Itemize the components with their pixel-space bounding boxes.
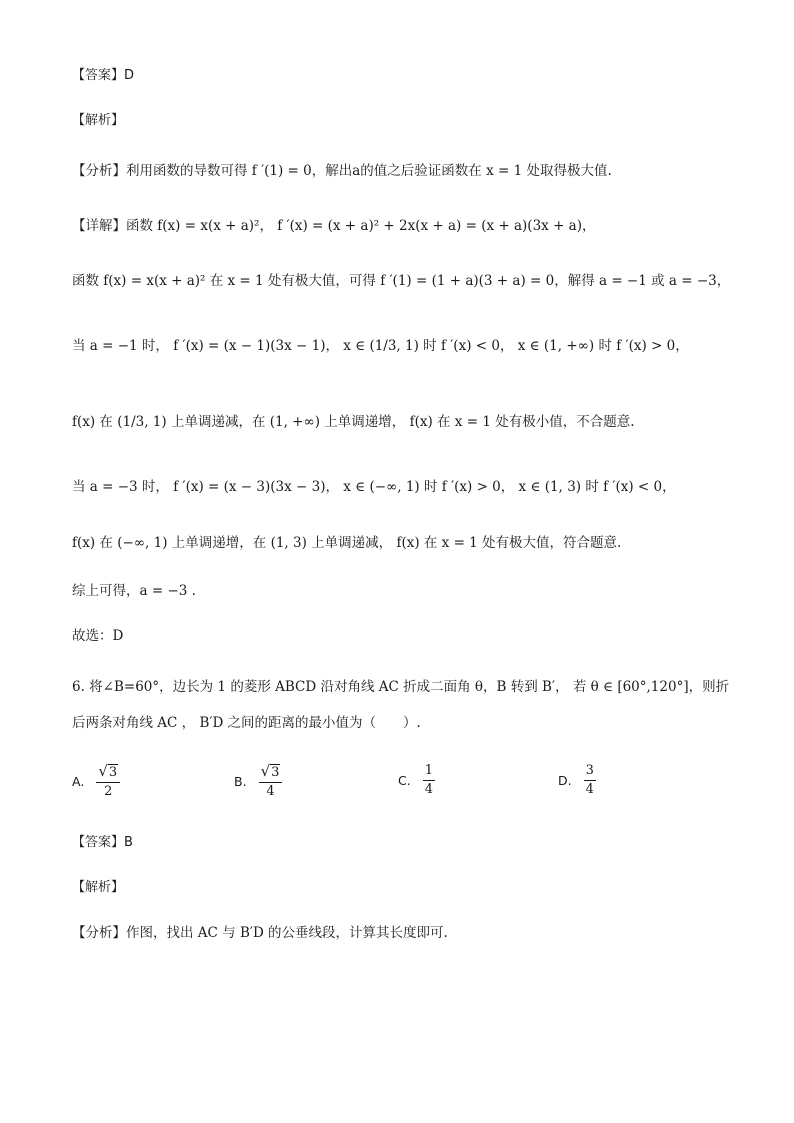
option-d[interactable] bbox=[558, 762, 596, 799]
detail-line-4: f(x) 在 (1/3, 1) 上单调递减，在 (1, +∞) 上单调递增， f(x) 在 x = 1 处有极小值，不合题意. bbox=[72, 414, 635, 430]
option-d-denominator: 4 bbox=[585, 782, 594, 797]
detail-line-5: 当 a = −3 时， f ′(x) = (x − 3)(3x − 3)， x ∈ (−∞, 1) 时 f ′(x) > 0， x ∈ (1, 3) 时 f ′(x) < 0， bbox=[72, 479, 676, 495]
sqrt-icon: √ bbox=[98, 762, 108, 780]
detail-line-2: 函数 f(x) = x(x + a)² 在 x = 1 处有极大值，可得 f ′(1) = (1 + a)(3 + a) = 0，解得 a = −1 或 a = −3， bbox=[72, 273, 731, 289]
sqrt-icon: √ bbox=[260, 762, 271, 780]
detail-line-1: 【详解】函数 f(x) = x(x + a)²， f ′(x) = (x + a)² + 2x(x + a) = (x + a)(3x + a)， bbox=[72, 218, 596, 234]
options-row bbox=[72, 762, 744, 806]
option-c-denominator: 4 bbox=[424, 782, 433, 797]
option-d-fraction bbox=[584, 762, 596, 799]
option-c-numerator: 1 bbox=[423, 762, 435, 781]
option-b-radicand: 3 bbox=[271, 765, 280, 780]
analysis-heading-6: 【解析】 bbox=[72, 880, 125, 895]
option-d-numerator: 3 bbox=[584, 762, 596, 781]
analysis-heading-5: 【解析】 bbox=[72, 113, 125, 128]
option-b-fraction bbox=[259, 762, 283, 801]
option-b[interactable] bbox=[234, 762, 282, 801]
option-a-fraction bbox=[96, 762, 120, 801]
option-d-letter: D. bbox=[558, 773, 572, 788]
answer-line-5: 【答案】D bbox=[72, 68, 135, 83]
option-a-letter: A. bbox=[72, 774, 85, 789]
option-c-letter: C. bbox=[398, 773, 411, 788]
detail-line-3: 当 a = −1 时， f ′(x) = (x − 1)(3x − 1)， x ∈ (1/3, 1) 时 f ′(x) < 0， x ∈ (1, +∞) 时 f ′(x) > 0， bbox=[72, 338, 689, 354]
option-c-fraction bbox=[423, 762, 435, 799]
option-a-radicand: 3 bbox=[108, 765, 118, 780]
option-b-denominator: 4 bbox=[266, 784, 275, 799]
option-c[interactable] bbox=[398, 762, 435, 799]
detail-line-6: f(x) 在 (−∞, 1) 上单调递增，在 (1, 3) 上单调递减， f(x) 在 x = 1 处有极大值，符合题意. bbox=[72, 535, 622, 551]
choice-line-5: 故选：D bbox=[72, 628, 124, 644]
fenxi-line-6: 【分析】作图，找出 AC 与 B′D 的公垂线段，计算其长度即可. bbox=[72, 925, 448, 941]
option-a[interactable] bbox=[72, 762, 120, 801]
option-a-denominator: 2 bbox=[104, 784, 113, 799]
question-6-line-2: 后两条对角线 AC ， B′D 之间的距离的最小值为（ ）. bbox=[72, 715, 421, 731]
fenxi-line-5: 【分析】利用函数的导数可得 f ′(1) = 0，解出a的值之后验证函数在 x = 1 处取得极大值. bbox=[72, 163, 612, 179]
summary-line: 综上可得，a = −3 . bbox=[72, 583, 196, 599]
option-b-letter: B. bbox=[234, 774, 247, 789]
question-6-line-1: 6. 将∠B=60°，边长为 1 的菱形 ABCD 沿对角线 AC 折成二面角 θ，B 转到 B′， 若 θ ∈ [60°,120°]，则折 bbox=[72, 679, 730, 695]
answer-line-6: 【答案】B bbox=[72, 835, 133, 850]
